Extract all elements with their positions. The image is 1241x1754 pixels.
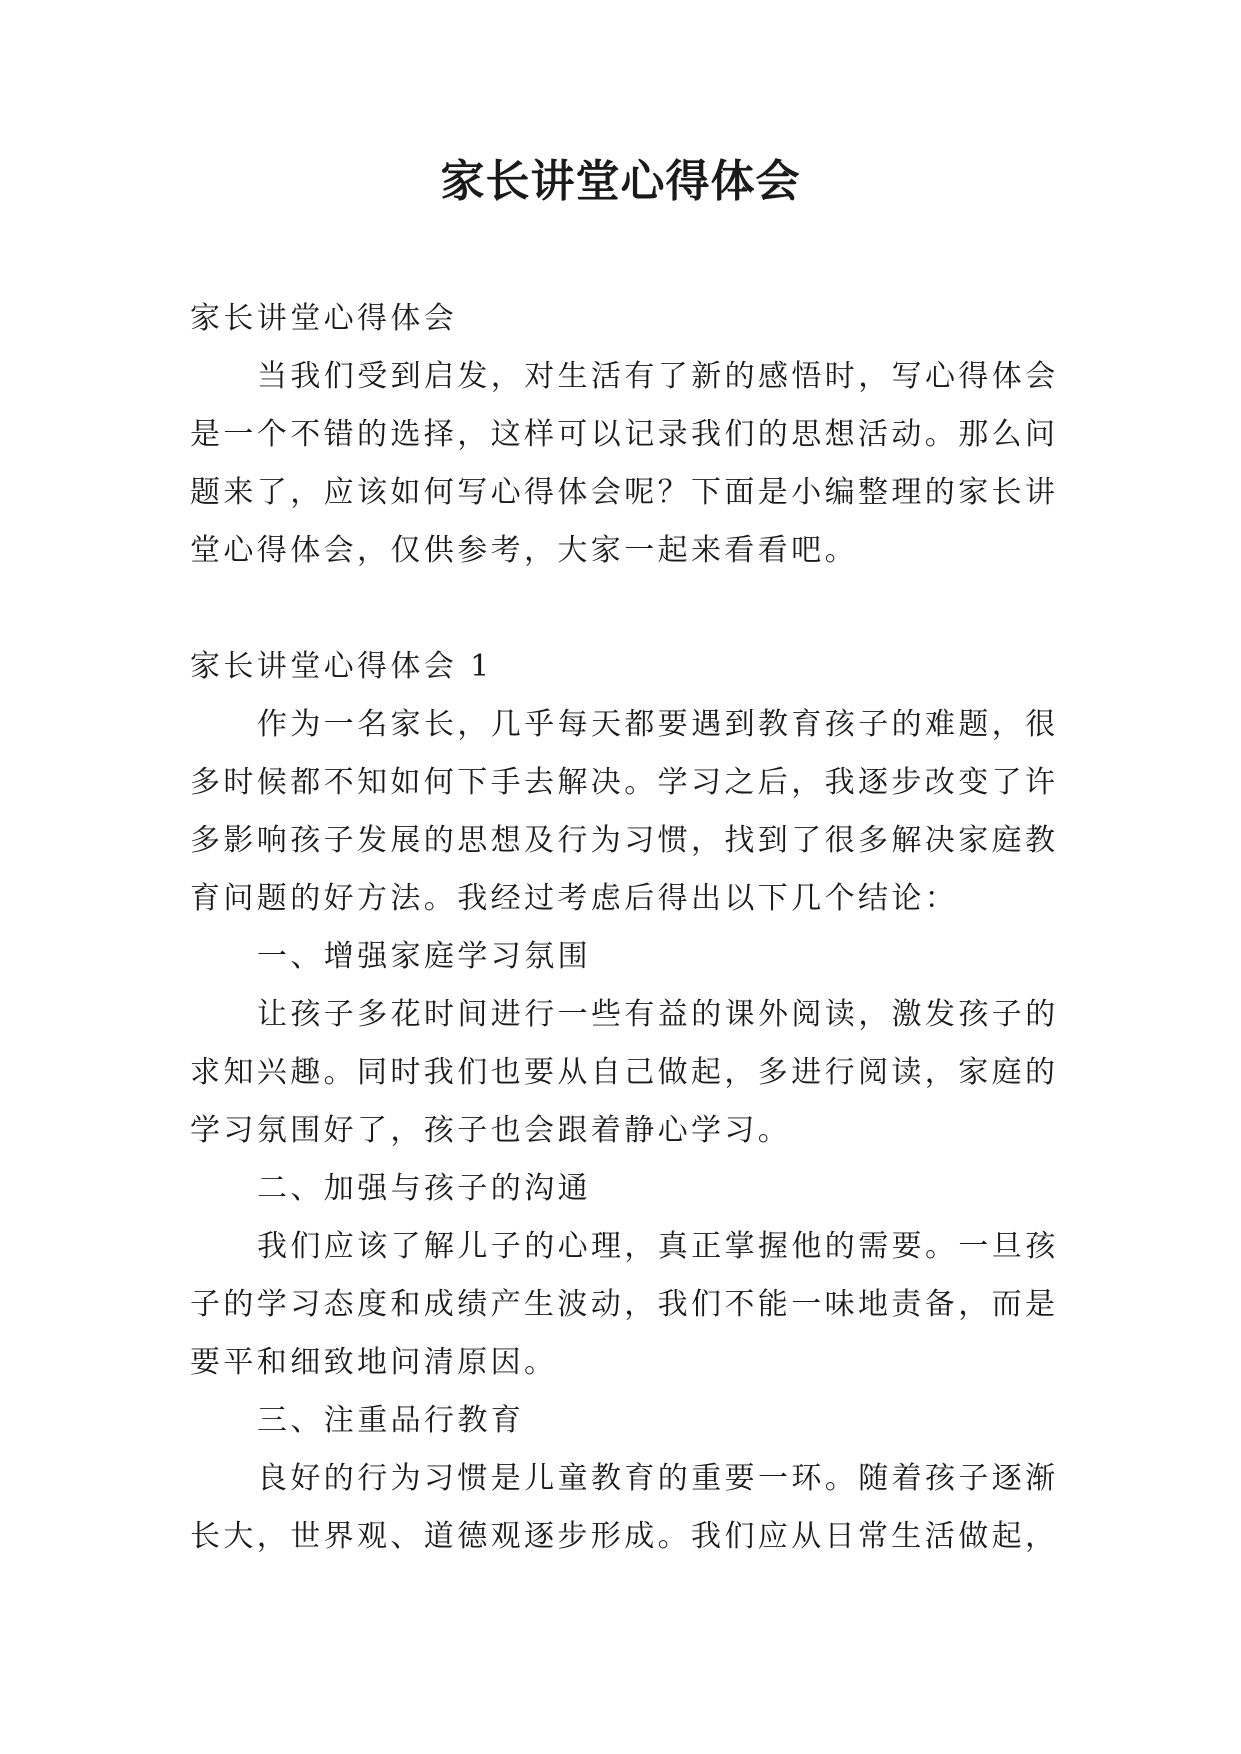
point-heading-3 bbox=[190, 1392, 1050, 1450]
intro-line: 是一个不错的选择，这样可以记录我们的思想活动。那么问 bbox=[190, 417, 1059, 452]
body-paragraph bbox=[190, 696, 1059, 928]
point-body-2 bbox=[190, 1218, 1059, 1392]
section-heading bbox=[190, 638, 1050, 696]
subtitle-line: 家长讲堂心得体会 bbox=[190, 301, 458, 336]
point-heading-text: 二、加强与孩子的沟通 bbox=[257, 1171, 591, 1206]
body-line: 要平和细致地问清原因。 bbox=[190, 1345, 558, 1380]
body-line: 长大，世界观、道德观逐步形成。我们应从日常生活做起， bbox=[190, 1519, 1059, 1554]
point-heading-text: 一、增强家庭学习氛围 bbox=[257, 939, 591, 974]
intro-line: 堂心得体会，仅供参考，大家一起来看看吧。 bbox=[190, 533, 858, 568]
body-line: 多影响孩子发展的思想及行为习惯，找到了很多解决家庭教 bbox=[190, 823, 1059, 858]
section-heading-text: 家长讲堂心得体会 1 bbox=[190, 649, 493, 684]
body-line: 多时候都不知如何下手去解决。学习之后，我逐步改变了许 bbox=[190, 765, 1059, 800]
paragraph-gap bbox=[190, 580, 1050, 638]
body-line: 作为一名家长，几乎每天都要遇到教育孩子的难题，很 bbox=[257, 707, 1059, 742]
intro-line: 题来了，应该如何写心得体会呢？下面是小编整理的家长讲 bbox=[190, 475, 1059, 510]
body-line: 求知兴趣。同时我们也要从自己做起，多进行阅读，家庭的 bbox=[190, 1055, 1059, 1090]
body-line: 学习氛围好了，孩子也会跟着静心学习。 bbox=[190, 1113, 792, 1148]
body-line: 让孩子多花时间进行一些有益的课外阅读，激发孩子的 bbox=[257, 997, 1059, 1032]
document-body bbox=[190, 290, 1059, 1566]
document-subtitle bbox=[190, 290, 1050, 348]
body-line: 育问题的好方法。我经过考虑后得出以下几个结论： bbox=[190, 881, 959, 916]
body-line: 我们应该了解儿子的心理，真正掌握他的需要。一旦孩 bbox=[257, 1229, 1059, 1264]
intro-paragraph bbox=[190, 348, 1059, 580]
point-heading-2 bbox=[190, 1160, 1050, 1218]
body-line: 良好的行为习惯是儿童教育的重要一环。随着孩子逐渐 bbox=[257, 1461, 1059, 1496]
point-body-1 bbox=[190, 986, 1059, 1160]
point-body-3 bbox=[190, 1450, 1059, 1566]
body-line: 子的学习态度和成绩产生波动，我们不能一味地责备，而是 bbox=[190, 1287, 1059, 1322]
intro-line: 当我们受到启发，对生活有了新的感悟时，写心得体会 bbox=[257, 359, 1059, 394]
document-title: 家长讲堂心得体会 bbox=[440, 156, 801, 207]
point-heading-text: 三、注重品行教育 bbox=[257, 1403, 525, 1438]
point-heading-1 bbox=[190, 928, 1050, 986]
